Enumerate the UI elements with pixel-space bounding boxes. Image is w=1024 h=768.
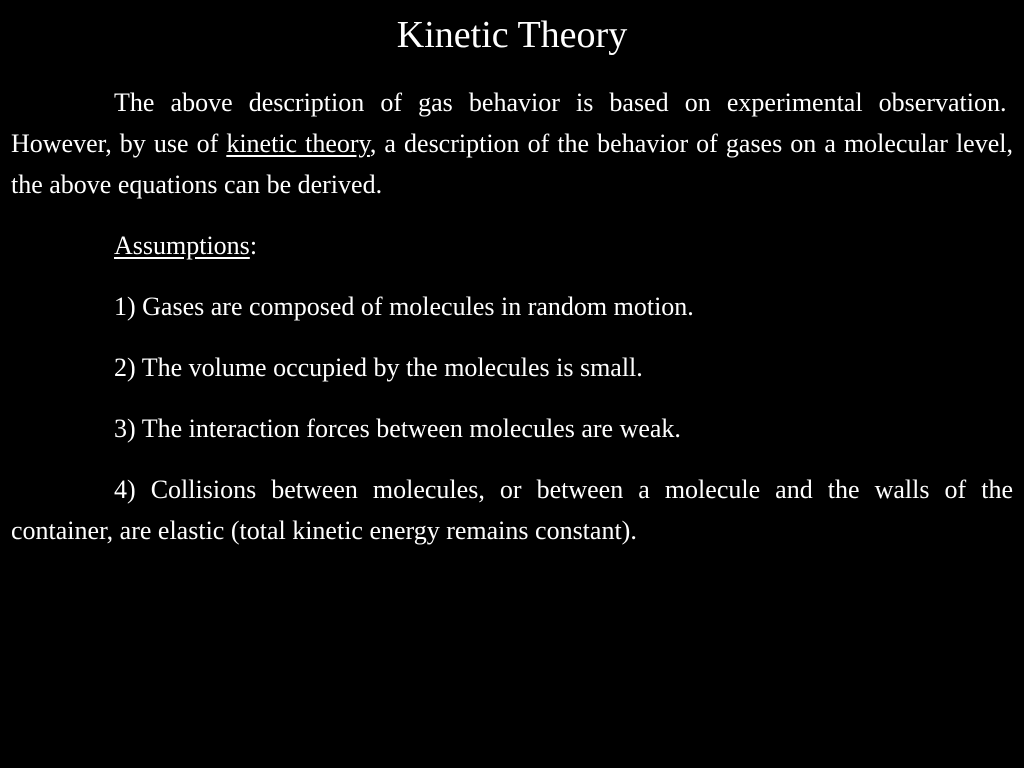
slide-title: Kinetic Theory	[396, 14, 628, 56]
assumptions-colon: :	[249, 231, 258, 260]
assumptions-heading	[11, 225, 1013, 266]
intro-text-before: The above description of gas behavior is based on experimental observation. However, by use of	[11, 88, 1013, 158]
assumption-item-1: 1) Gases are composed of molecules in random motion.	[114, 292, 694, 321]
assumption-item-4: 4) Collisions between molecules, or between a molecule and the walls of the container, are elastic (total kinetic energy remains constant).	[11, 475, 1013, 545]
intro-paragraph	[11, 82, 1013, 205]
intro-text-after: , a description of the behavior of gases on a molecular level, the above equations can be derived.	[11, 129, 1013, 199]
slide-body	[11, 82, 1013, 571]
assumptions-label: Assumptions	[114, 231, 250, 260]
assumption-item-2: 2) The volume occupied by the molecules is small.	[114, 353, 643, 382]
assumption-item-3: 3) The interaction forces between molecules are weak.	[114, 414, 681, 443]
kinetic-theory-term: kinetic theory	[226, 129, 370, 158]
